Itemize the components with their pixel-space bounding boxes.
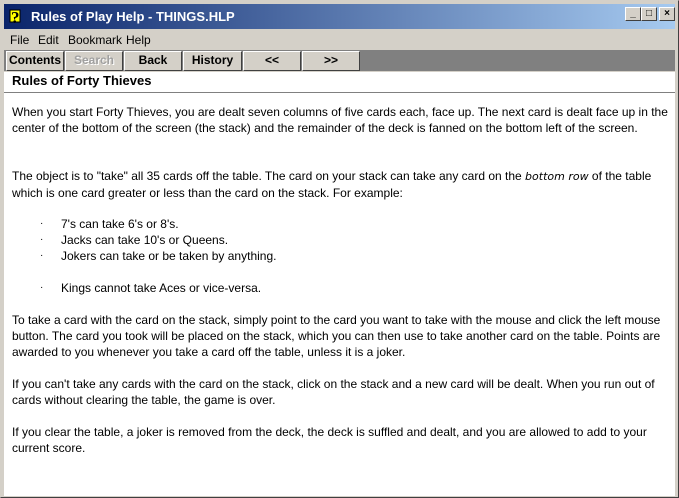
bullet-icon: · <box>40 218 44 229</box>
search-button[interactable]: Search <box>65 51 123 71</box>
history-button[interactable]: History <box>183 51 242 71</box>
bullet-icon: · <box>40 250 44 261</box>
bullet-icon: · <box>40 234 44 245</box>
toolbar <box>4 50 675 71</box>
menu-bar <box>4 31 675 49</box>
paragraph-no-moves: If you can't take any cards with the card on the stack, click on the stack and a new card will be dealt. When you run out of cards without clearing the table, the game is over. <box>12 377 655 407</box>
maximize-icon: □ <box>645 8 653 19</box>
maximize-button[interactable] <box>641 7 657 21</box>
minimize-button[interactable] <box>625 7 641 21</box>
next-topic-button[interactable]: >> <box>302 51 360 71</box>
svg-text:?: ? <box>11 8 20 26</box>
list-item-text: Jacks can take 10's or Queens. <box>61 233 229 247</box>
paragraph-how-to-take: To take a card with the card on the stack, simply point to the card you want to take with the mouse and click the left mouse button. The card you took will be placed on the stack, which you can then use to take another card on the table. Points are awarded to you whenever you take a card off the table, unless it is a joker. <box>12 313 661 359</box>
paragraph-intro: When you start Forty Thieves, you are dealt seven columns of five cards each, face up. The next card is dealt face up in the center of the bottom of the screen (the stack) and the remainder of the deck is fanned on the bottom left of the screen. <box>12 105 668 135</box>
title-divider <box>4 92 675 93</box>
contents-button[interactable]: Contents <box>6 51 64 71</box>
objective-text-end: of the table which is one card greater or less than the card on the stack. For example: <box>12 169 652 200</box>
bullet-icon: · <box>40 282 44 293</box>
minimize-icon: _ <box>630 8 636 19</box>
window-title: Rules of Play Help - THINGS.HLP <box>31 9 235 24</box>
help-content[interactable] <box>4 72 675 496</box>
close-button[interactable] <box>659 7 675 21</box>
previous-topic-button[interactable]: << <box>243 51 301 71</box>
back-button[interactable]: Back <box>124 51 182 71</box>
paragraph-objective <box>12 168 672 201</box>
close-icon: × <box>664 8 670 19</box>
objective-text-start: The object is to "take" all 35 cards off the table. The card on your stack can take any card on the <box>12 169 526 183</box>
menu-help[interactable]: Help <box>126 33 151 47</box>
list-item-text: Kings cannot take Aces or vice-versa. <box>61 281 262 295</box>
list-item-text: Jokers can take or be taken by anything. <box>61 249 277 263</box>
help-question-icon[interactable] <box>8 7 27 26</box>
title-bar[interactable] <box>4 4 675 29</box>
list-item-text: 7's can take 6's or 8's. <box>61 217 179 231</box>
paragraph-clear-table: If you clear the table, a joker is removed from the deck, the deck is suffled and dealt, and you are allowed to add to your current score. <box>12 425 647 455</box>
menu-bookmark[interactable]: Bookmark <box>68 33 123 47</box>
topic-title: Rules of Forty Thieves <box>12 73 152 88</box>
menu-edit[interactable]: Edit <box>38 33 59 47</box>
bottom-row-emphasis: bottom row <box>525 170 589 183</box>
menu-file[interactable]: File <box>10 33 30 47</box>
